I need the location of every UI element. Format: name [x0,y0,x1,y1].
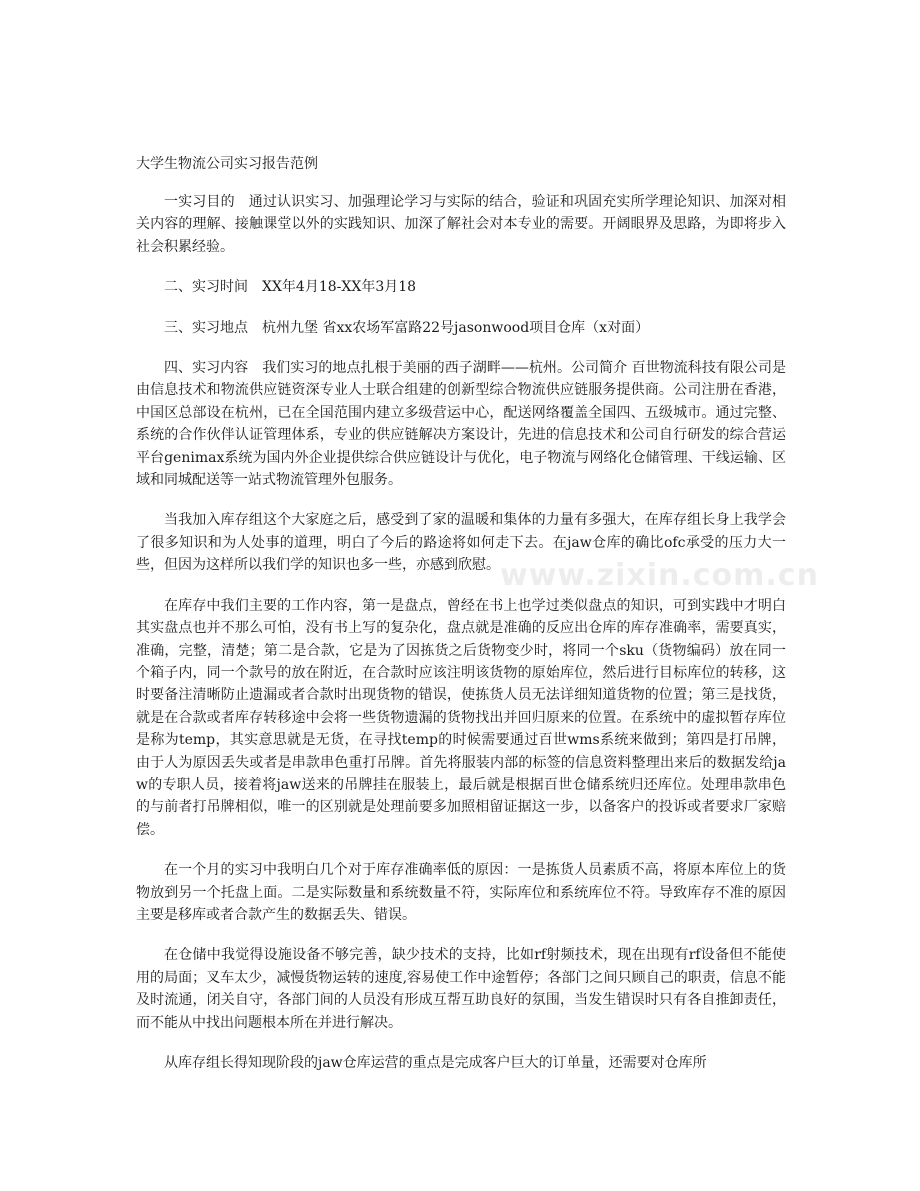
watermark-logo: www.zixin.com.cn [500,558,819,593]
section-time [136,276,786,298]
section-purpose [136,191,786,258]
section-heading: 三、实习地点 [164,319,248,336]
paragraph-operation-focus: 从库存组长得知现阶段的jaw仓库运营的重点是完成客户巨大的订单量，还需要对仓库所 [164,1055,707,1071]
paragraph-text: 杭州九堡 省xx农场军富路22号jasonwood项目仓库（x对面） [262,319,650,336]
document-title: 大学生物流公司实习报告范例 [136,156,318,172]
section-heading: 四、实习内容 [164,360,249,377]
paragraph-work-content: 在库存中我们主要的工作内容，第一是盘点，曾经在书上也学过类似盘点的知识，可到实践中才明白其实盘点也并不那么可怕，没有书上写的复杂化，盘点就是准确的反应出仓库的库存准确率，需要真实，准确，完整，清楚；第二是合款，它是为了因拣货之后货物变少时，将同一个sku（货物编码）放在同一个箱子内，同一个款号的放在附近，在合款时应该注明该货物的原始库位，然后进行目标库位的转移，这时要备注清晰防止遗漏或者合款时出现货物的错误，使拣货人员无法详细知道货物的位置；第三是找货，就是在合款或者库存转移途中会将一些货物遗漏的货物找出并回归原来的位置。在系统中的虚拟暂存库位是称为temp，其实意思就是无货，在寻找temp的时候需要通过百世wms系统来做到；第四是打吊牌，由于人为原因丢失或者是串款串色重打吊牌。首先将服装内部的标签的信息资料整理出来后的数据发给jaw的专职人员，接着将jaw送来的吊牌挂在服装上，最后就是根据百世仓储系统归还库位。处理串款串色的与前者打吊牌相似，唯一的区别就是处理前要多加照相留证据这一步，以备客户的投诉或者要求厂家赔偿。 [136,597,786,838]
section-location [136,317,786,339]
paragraph-inventory-team: 当我加入库存组这个大家庭之后，感受到了家的温暖和集体的力量有多强大，在库存组长身上我学会了很多知识和为人处事的道理，明白了今后的路途将如何走下去。在jaw仓库的确比ofc承受的压力大一些，但因为这样所以我们学的知识也多一些，亦感到欣慰。 [136,512,786,574]
section-heading: 二、实习时间 [164,279,248,296]
section-content [136,357,786,491]
document-page [136,152,786,1092]
paragraph-text: 通过认识实习、加强理论学习与实际的结合，验证和巩固充实所学理论知识、加深对相关内容的理解、接触课堂以外的实践知识、加深了解社会对本专业的需要。开阔眼界及思路，为即将步入社会积累经验。 [136,194,787,255]
section-heading: 一实习目的 [164,194,235,210]
paragraph-text: 我们实习的地点扎根于美丽的西子湖畔——杭州。公司简介 百世物流科技有限公司是由信息技术和物流供应链资深专业人士联合组建的创新型综合物流供应链服务提供商。公司注册在香港，中国区总部设在杭州，已在全国范围内建立多级营运中心，配送网络覆盖全国四、五级城市。通过完整、系统的合作伙伴认证管理体系，专业的供应链解决方案设计，先进的信息技术和公司自行研发的综合营运平台genimax系统为国内外企业提供综合供应链设计与优化，电子物流与网络化仓储管理、干线运输、区域和同城配送等一站式物流管理外包服务。 [136,360,787,489]
paragraph-text: XX年4月18-XX年3月18 [262,279,417,296]
paragraph-accuracy-reasons: 在一个月的实习中我明白几个对于库存准确率低的原因：一是拣货人员素质不高，将原本库位上的货物放到另一个托盘上面。二是实际数量和系统数量不符，实际库位和系统库位不符。导致库存不准的原因主要是移库或者合款产生的数据丢失、错误。 [136,862,786,923]
paragraph-facility-issues: 在仓储中我觉得设施设备不够完善，缺少技术的支持，比如rf射频技术，现在出现有rf设备但不能使用的局面；叉车太少，减慢货物运转的速度,容易使工作中途暂停；各部门之间只顾自己的职责，信息不能及时流通，闭关自守，各部门间的人员没有形成互帮互助良好的氛围，当发生错误时只有各自推卸责任，而不能从中找出问题根本所在并进行解决。 [136,947,786,1031]
